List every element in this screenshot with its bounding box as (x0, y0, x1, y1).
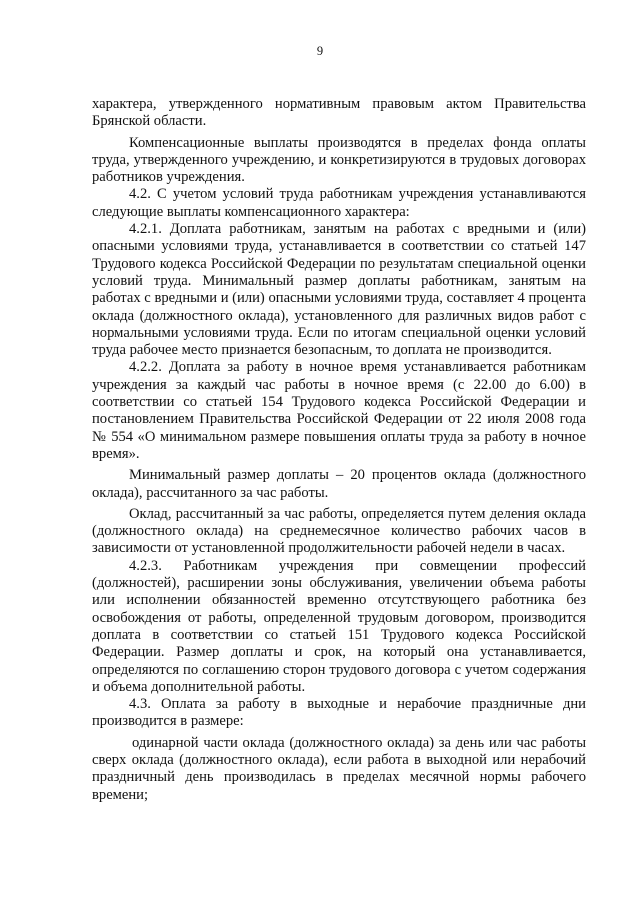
paragraph-4-3: 4.3. Оплата за работу в выходные и нерабочие праздничные дни производится в размере: (92, 696, 586, 730)
paragraph-compensation-payments: Компенсационные выплаты производятся в пределах фонда оплаты труда, утвержденного учреждению, и конкретизируются в трудовых договорах работников учреждения. (92, 134, 586, 186)
paragraph-continuation: характера, утвержденного нормативным правовым актом Правительства Брянской области. (92, 96, 586, 130)
paragraph-single-rate: одинарной части оклада (должностного оклада) за день или час работы сверх оклада (должностного оклада), если работа в выходной или нерабочий праздничный день производилась в пределах месячной нормы рабочего времени; (92, 734, 586, 803)
paragraph-4-2: 4.2. С учетом условий труда работникам учреждения устанавливаются следующие выплаты компенсационного характера: (92, 186, 586, 220)
document-body (92, 96, 586, 804)
paragraph-4-2-2: 4.2.2. Доплата за работу в ночное время устанавливается работникам учреждения за каждый час работы в ночное время (с 22.00 до 6.00) в соответствии со статьей 154 Трудового кодекса Российской Федерации и постановлением Правительства Российской Федерации от 22 июля 2008 года № 554 «О минимальном размере повышения оплаты труда за работу в ночное время». (92, 359, 586, 462)
paragraph-4-2-1: 4.2.1. Доплата работникам, занятым на работах с вредными и (или) опасными условиями труда, устанавливается в соответствии со статьей 147 Трудового кодекса Российской Федерации по результатам специальной оценки условий труда. Минимальный размер доплаты работникам, занятым на работах с вредными и (или) опасными условиями труда, составляет 4 процента оклада (должностного оклада), установленного для различных видов работ с нормальными условиями труда. Если по итогам специальной оценки условий труда рабочее место признается безопасным, то доплата не производится. (92, 221, 586, 359)
page-number: 9 (316, 44, 324, 58)
paragraph-min-night-pay: Минимальный размер доплаты – 20 процентов оклада (должностного оклада), рассчитанного за час работы. (92, 467, 586, 501)
paragraph-hourly-salary: Оклад, рассчитанный за час работы, определяется путем деления оклада (должностного оклада) на среднемесячное количество рабочих часов в зависимости от установленной продолжительности рабочей недели в часах. (92, 505, 586, 557)
paragraph-4-2-3: 4.2.3. Работникам учреждения при совмещении профессий (должностей), расширении зоны обслуживания, увеличении объема работы или исполнении обязанностей временно отсутствующего работника без освобождения от работы, определенной трудовым договором, производится доплата в соответствии со статьей 151 Трудового кодекса Российской Федерации. Размер доплаты и срок, на который она устанавливается, определяются по соглашению сторон трудового договора с учетом содержания и объема дополнительной работы. (92, 557, 586, 695)
